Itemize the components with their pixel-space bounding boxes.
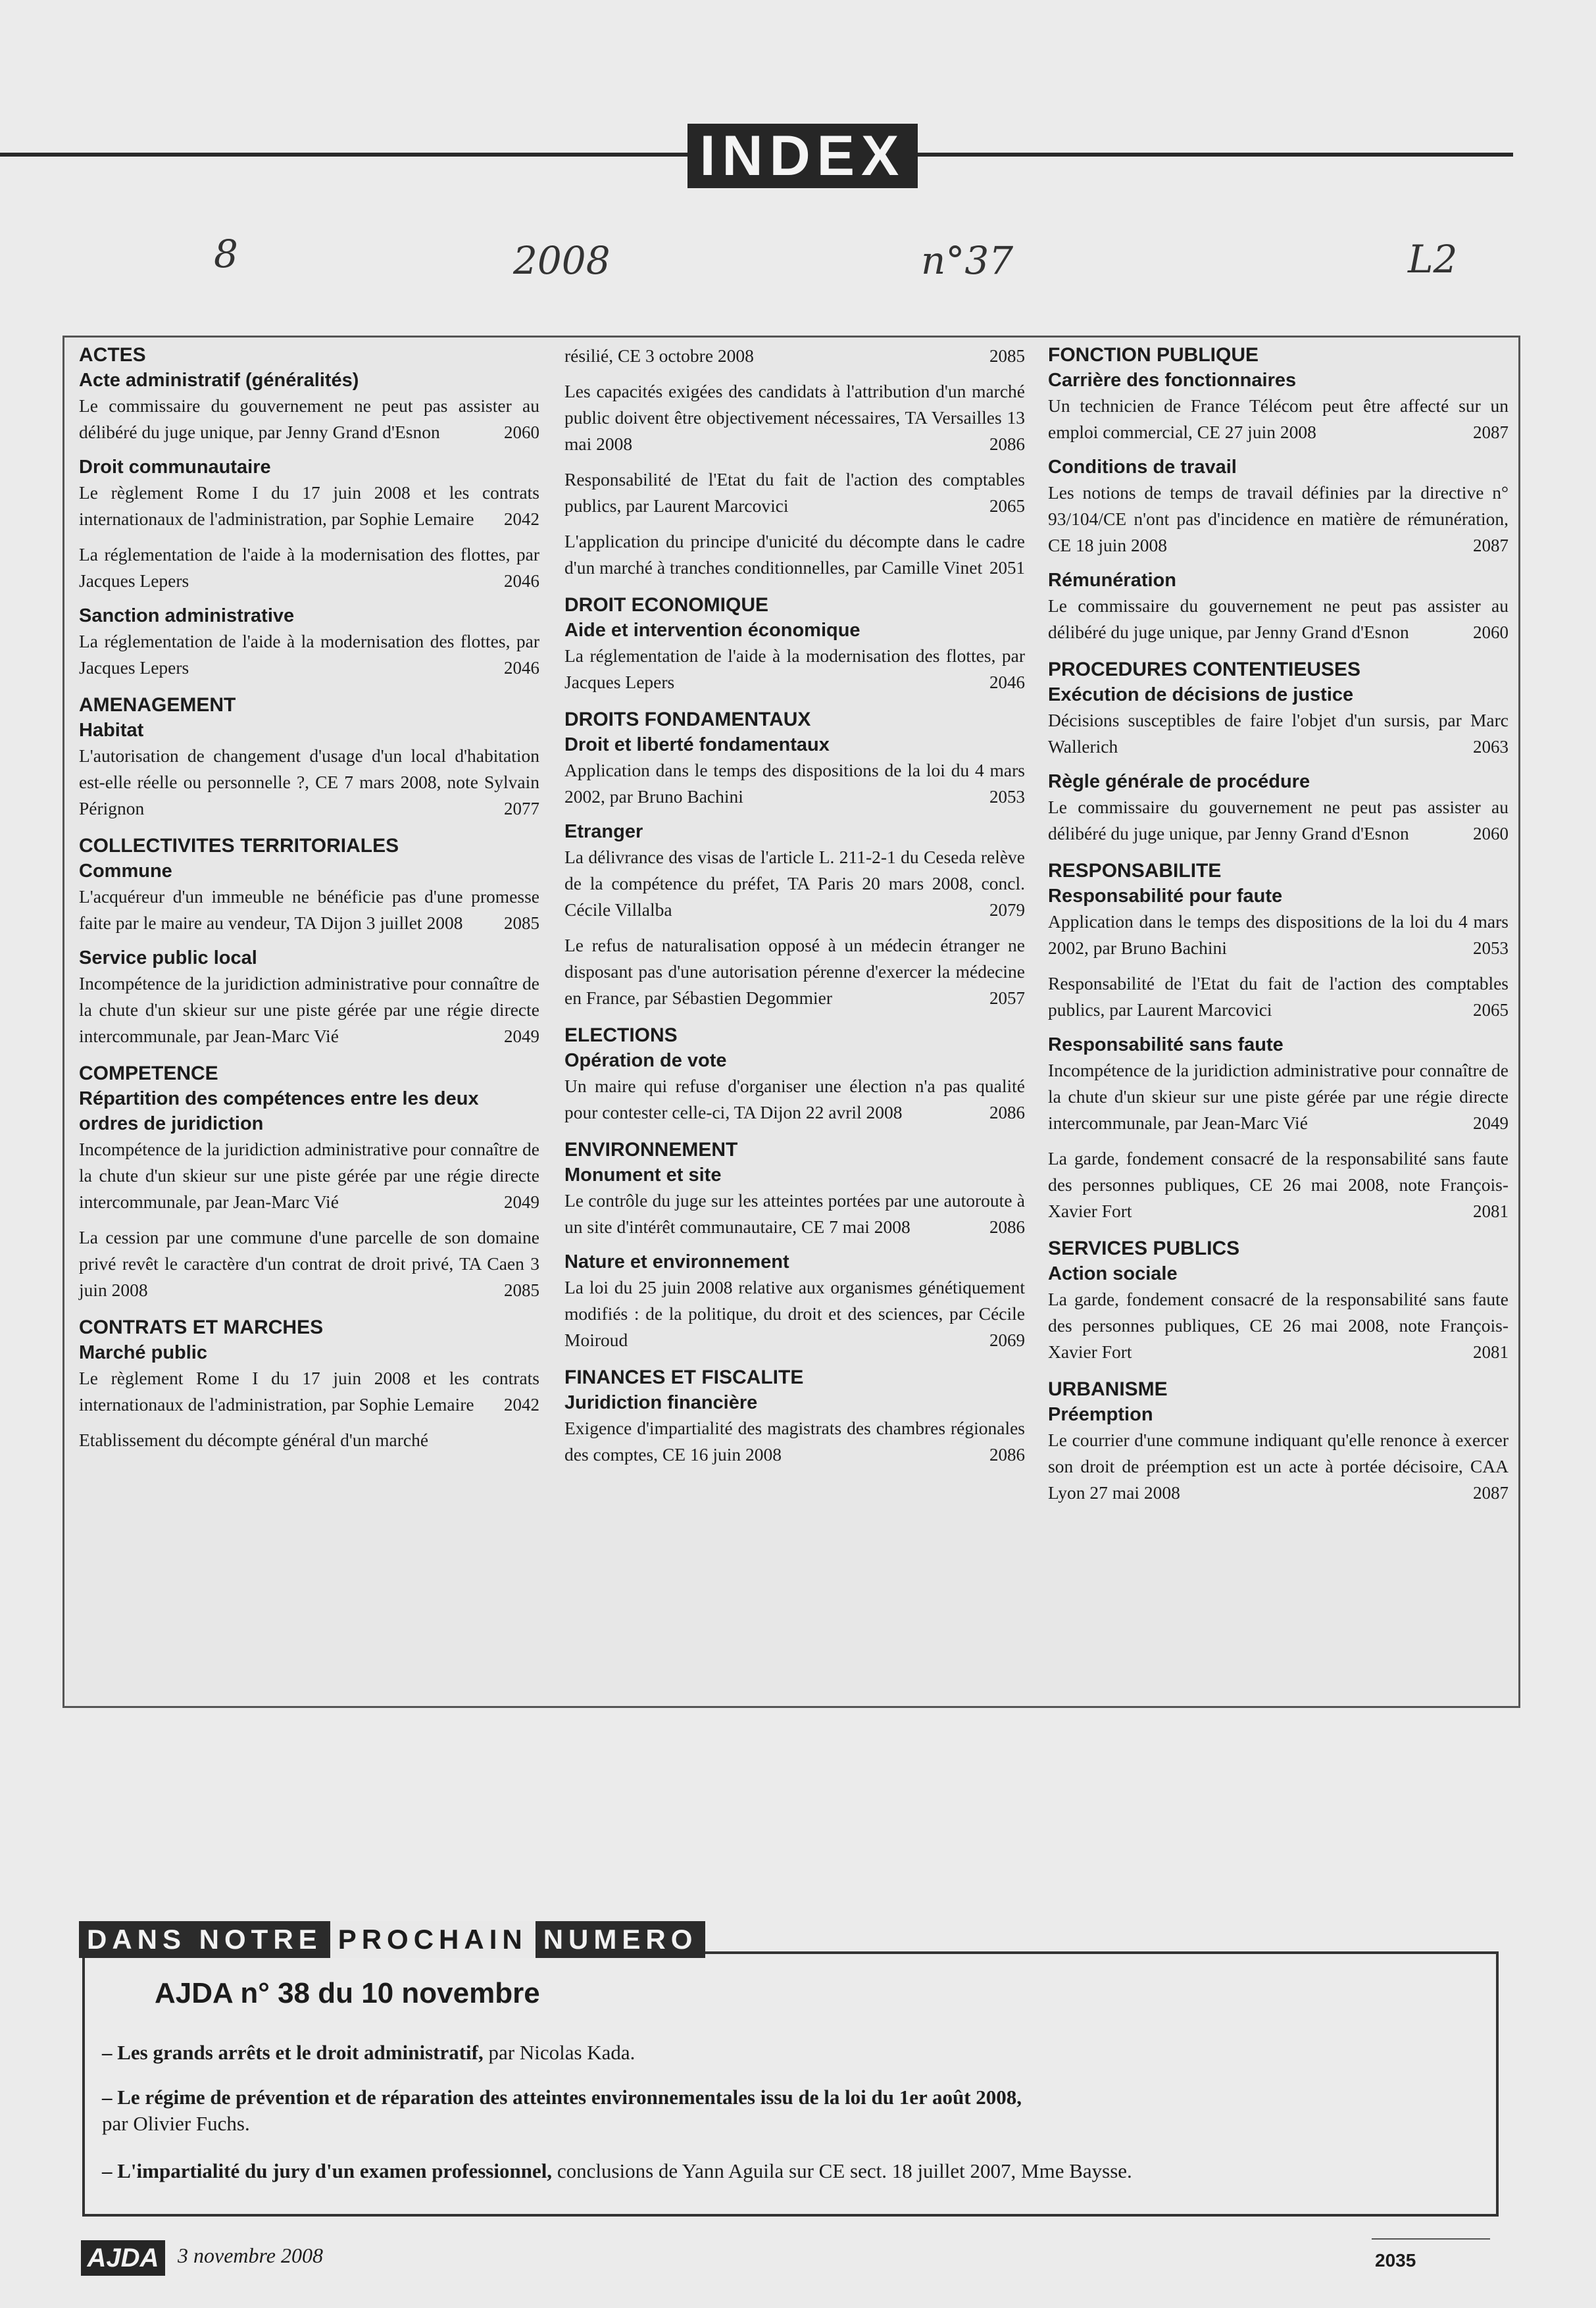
banner-part-3: NUMERO [536, 1921, 706, 1958]
next-issue-item [102, 2084, 1470, 2137]
index-subcategory: Exécution de décisions de justice [1048, 684, 1354, 705]
index-entry [1048, 909, 1509, 961]
index-subcategory: Etranger [564, 821, 643, 842]
index-entry [564, 343, 1025, 369]
entry-page-number: 2053 [989, 787, 1025, 807]
entry-text: Le commissaire du gouvernement ne peut pas assister au délibéré du juge unique, par Jenny Grand d'Esnon [79, 395, 539, 442]
entry-text: Responsabilité de l'Etat du fait de l'action des comptables publics, par Laurent Marcovici [564, 469, 1025, 516]
entry-text: Responsabilité de l'Etat du fait de l'action des comptables publics, par Laurent Marcovici [1048, 973, 1509, 1020]
entry-page-number: 2065 [1473, 1000, 1509, 1020]
entry-text: Le règlement Rome I du 17 juin 2008 et les contrats internationaux de l'administration, par Sophie Lemaire [79, 482, 539, 529]
item-author: par Nicolas Kada. [483, 2041, 636, 2064]
index-subcategory: Habitat [79, 720, 144, 741]
entry-page-number: 2046 [504, 658, 539, 678]
entry-text: La réglementation de l'aide à la modernisation des flottes, par Jacques Lepers [79, 544, 539, 591]
entry-text: L'acquéreur d'un immeuble ne bénéficie pas d'une promesse faite par le maire au vendeur, TA Dijon 3 juillet 2008 [79, 886, 539, 933]
entry-text: Incompétence de la juridiction administrative pour connaître de la chute d'un skieur sur une piste gérée par une régie directe intercommunale, par Jean-Marc Vié [79, 973, 539, 1046]
entry-page-number: 2046 [504, 571, 539, 591]
entry-page-number: 2046 [989, 672, 1025, 692]
entry-page-number: 2065 [989, 496, 1025, 516]
index-entry [564, 932, 1025, 1011]
banner-part-1: DANS NOTRE [79, 1921, 330, 1958]
entry-page-number: 2060 [1473, 622, 1509, 642]
index-entry [564, 1073, 1025, 1126]
entry-page-number: 2049 [1473, 1113, 1509, 1133]
entry-text: L'autorisation de changement d'usage d'un local d'habitation est-elle réelle ou personnelle ?, CE 7 mars 2008, note Sylvain Pérignon [79, 745, 539, 818]
index-subcategory: Répartition des compétences entre les deux ordres de juridiction [79, 1088, 479, 1134]
handwritten-note-d: L2 [1408, 237, 1458, 282]
index-entry [564, 1188, 1025, 1240]
entry-text: La cession par une commune d'une parcelle de son domaine privé revêt le caractère d'un contrat de droit privé, TA Caen 3 juin 2008 [79, 1227, 539, 1300]
index-category: AMENAGEMENT [79, 694, 236, 716]
index-entry [564, 528, 1025, 581]
index-category: RESPONSABILITE [1048, 860, 1222, 882]
index-entry [1048, 707, 1509, 760]
index-entry [1048, 1057, 1509, 1136]
entry-text: Les notions de temps de travail définies par la directive n° 93/104/CE n'ont pas d'incidence en matière de rémunération, CE 18 juin 2008 [1048, 482, 1509, 555]
index-entry [1048, 593, 1509, 645]
index-subcategory: Juridiction financière [564, 1392, 758, 1413]
entry-page-number: 2085 [504, 1280, 539, 1300]
entry-page-number: 2086 [989, 1217, 1025, 1237]
index-category: DROITS FONDAMENTAUX [564, 709, 811, 730]
entry-text: Application dans le temps des dispositions de la loi du 4 mars 2002, par Bruno Bachini [564, 760, 1025, 807]
entry-text: résilié, CE 3 octobre 2008 [564, 345, 754, 366]
index-column-2 [564, 338, 1025, 1477]
handwritten-note-b: 2008 [513, 238, 611, 283]
index-entry [79, 743, 539, 822]
entry-page-number: 2042 [504, 509, 539, 529]
entry-page-number: 2057 [989, 988, 1025, 1008]
next-issue-item [102, 2040, 1470, 2066]
index-entry [79, 884, 539, 936]
entry-text: La loi du 25 juin 2008 relative aux organismes génétiquement modifiés : de la politique, du droit et des sciences, par Cécile Moiroud [564, 1277, 1025, 1350]
banner-part-2: PROCHAIN [330, 1921, 536, 1958]
index-subcategory: Droit communautaire [79, 457, 271, 478]
issue-date: 3 novembre 2008 [178, 2244, 323, 2267]
entry-text: Les capacités exigées des candidats à l'attribution d'un marché public doivent être objectivement nécessaires, TA Versailles 13 mai 2008 [564, 381, 1025, 454]
entry-text: Le commissaire du gouvernement ne peut pas assister au délibéré du juge unique, par Jenny Grand d'Esnon [1048, 595, 1509, 642]
entry-text: La réglementation de l'aide à la modernisation des flottes, par Jacques Lepers [564, 645, 1025, 692]
entry-page-number: 2087 [1473, 536, 1509, 555]
item-author: conclusions de Yann Aguila sur CE sect. 18 juillet 2007, Mme Baysse. [552, 2159, 1132, 2182]
item-title: – Les grands arrêts et le droit administratif, [102, 2041, 484, 2064]
index-entry [79, 1427, 539, 1453]
index-category: SERVICES PUBLICS [1048, 1238, 1240, 1259]
index-category: COLLECTIVITES TERRITORIALES [79, 835, 399, 857]
entry-text: Le commissaire du gouvernement ne peut pas assister au délibéré du juge unique, par Jenny Grand d'Esnon [1048, 797, 1509, 843]
index-subcategory: Règle générale de procédure [1048, 771, 1310, 792]
entry-page-number: 2077 [504, 799, 539, 818]
index-subcategory: Service public local [79, 947, 257, 968]
index-category: ACTES [79, 344, 146, 366]
handwritten-note-a: 8 [214, 232, 238, 276]
entry-page-number: 2081 [1473, 1342, 1509, 1362]
entry-text: La délivrance des visas de l'article L. 211-2-1 du Ceseda relève de la compétence du préfet, TA Paris 20 mars 2008, concl. Cécile Villalba [564, 847, 1025, 920]
entry-page-number: 2087 [1473, 1483, 1509, 1503]
entry-page-number: 2085 [504, 913, 539, 933]
entry-page-number: 2079 [989, 900, 1025, 920]
entry-page-number: 2042 [504, 1395, 539, 1415]
next-issue-item [102, 2158, 1470, 2184]
index-category: ELECTIONS [564, 1024, 678, 1046]
entry-page-number: 2060 [1473, 824, 1509, 843]
index-box [62, 336, 1520, 1708]
entry-page-number: 2086 [989, 434, 1025, 454]
entry-text: Etablissement du décompte général d'un marché [79, 1430, 429, 1450]
index-category: DROIT ECONOMIQUE [564, 594, 769, 616]
index-subcategory: Opération de vote [564, 1050, 727, 1071]
index-subcategory: Commune [79, 861, 172, 882]
handwritten-note-c: n°37 [921, 238, 1014, 283]
entry-text: Incompétence de la juridiction administrative pour connaître de la chute d'un skieur sur une piste gérée par une régie directe intercommunale, par Jean-Marc Vié [1048, 1060, 1509, 1133]
index-column-1 [79, 338, 539, 1463]
index-subcategory: Monument et site [564, 1165, 722, 1186]
entry-text: Le refus de naturalisation opposé à un médecin étranger ne disposant pas d'une autorisation pérenne d'exercer la médecine en France, par Sébastien Degommier [564, 935, 1025, 1008]
index-entry [79, 1224, 539, 1303]
index-subcategory: Responsabilité pour faute [1048, 886, 1283, 907]
index-entry [79, 1136, 539, 1215]
entry-text: L'application du principe d'unicité du décompte dans le cadre d'un marché à tranches conditionnelles, par Camille Vinet [564, 531, 1025, 578]
index-entry [564, 844, 1025, 923]
entry-text: Le règlement Rome I du 17 juin 2008 et les contrats internationaux de l'administration, par Sophie Lemaire [79, 1368, 539, 1415]
index-entry [1048, 794, 1509, 847]
entry-text: Application dans le temps des dispositions de la loi du 4 mars 2002, par Bruno Bachini [1048, 911, 1509, 958]
next-issue-title: AJDA n° 38 du 10 novembre [155, 1977, 540, 2009]
index-entry [564, 1274, 1025, 1353]
index-entry [564, 1415, 1025, 1468]
index-subcategory: Nature et environnement [564, 1251, 789, 1272]
entry-text: Un technicien de France Télécom peut être affecté sur un emploi commercial, CE 27 juin 2008 [1048, 395, 1509, 442]
entry-page-number: 2049 [504, 1026, 539, 1046]
entry-page-number: 2060 [504, 422, 539, 442]
next-issue-banner [79, 1921, 705, 1958]
entry-text: Un maire qui refuse d'organiser une élection n'a pas qualité pour contester celle-ci, TA Dijon 22 avril 2008 [564, 1076, 1025, 1122]
index-entry [564, 466, 1025, 519]
index-entry [1048, 393, 1509, 445]
index-subcategory: Conditions de travail [1048, 457, 1237, 478]
index-category: COMPETENCE [79, 1063, 218, 1084]
entry-text: Le contrôle du juge sur les atteintes portées par une autoroute à un site d'intérêt communautaire, CE 7 mai 2008 [564, 1190, 1025, 1237]
entry-page-number: 2085 [989, 346, 1025, 366]
page-title: INDEX [687, 124, 918, 188]
index-entry [564, 757, 1025, 810]
item-title: – L'impartialité du jury d'un examen professionnel, [102, 2159, 553, 2182]
index-entry [1048, 480, 1509, 559]
entry-page-number: 2069 [989, 1330, 1025, 1350]
index-entry [79, 1365, 539, 1418]
index-entry [564, 643, 1025, 695]
entry-page-number: 2087 [1473, 422, 1509, 442]
index-subcategory: Carrière des fonctionnaires [1048, 370, 1297, 391]
index-category: CONTRATS ET MARCHES [79, 1317, 324, 1338]
index-entry [79, 628, 539, 681]
index-subcategory: Acte administratif (généralités) [79, 370, 359, 391]
index-category: FONCTION PUBLIQUE [1048, 344, 1259, 366]
item-author: par Olivier Fuchs. [102, 2112, 250, 2135]
entry-page-number: 2081 [1473, 1201, 1509, 1221]
index-entry [79, 393, 539, 445]
index-category: PROCEDURES CONTENTIEUSES [1048, 659, 1361, 680]
page-number: 2035 [1375, 2250, 1416, 2270]
index-subcategory: Droit et liberté fondamentaux [564, 734, 830, 755]
index-entry [79, 970, 539, 1049]
index-entry [1048, 1145, 1509, 1224]
entry-page-number: 2049 [504, 1192, 539, 1212]
entry-text: Décisions susceptibles de faire l'objet d'un sursis, par Marc Wallerich [1048, 710, 1509, 757]
index-entry [79, 541, 539, 594]
entry-page-number: 2086 [989, 1445, 1025, 1465]
entry-page-number: 2063 [1473, 737, 1509, 757]
index-category: ENVIRONNEMENT [564, 1139, 738, 1161]
entry-text: Exigence d'impartialité des magistrats des chambres régionales des comptes, CE 16 juin 2008 [564, 1418, 1025, 1465]
entry-text: La garde, fondement consacré de la responsabilité sans faute des personnes publiques, CE 26 mai 2008, note François-Xavier Fort [1048, 1148, 1509, 1221]
index-subcategory: Action sociale [1048, 1263, 1178, 1284]
index-category: FINANCES ET FISCALITE [564, 1367, 804, 1388]
index-subcategory: Marché public [79, 1342, 207, 1363]
index-subcategory: Sanction administrative [79, 605, 295, 626]
index-subcategory: Préemption [1048, 1404, 1153, 1425]
ajda-logo: AJDA [81, 2240, 165, 2276]
index-entry [1048, 1427, 1509, 1506]
entry-page-number: 2086 [989, 1103, 1025, 1122]
index-entry [1048, 970, 1509, 1023]
index-column-3 [1048, 338, 1509, 1515]
entry-text: La réglementation de l'aide à la modernisation des flottes, par Jacques Lepers [79, 631, 539, 678]
page-number-rule [1372, 2238, 1490, 2240]
index-entry [79, 480, 539, 532]
index-subcategory: Responsabilité sans faute [1048, 1034, 1284, 1055]
entry-page-number: 2051 [989, 558, 1025, 578]
index-category: URBANISME [1048, 1378, 1168, 1400]
entry-text: La garde, fondement consacré de la responsabilité sans faute des personnes publiques, CE 26 mai 2008, note François-Xavier Fort [1048, 1289, 1509, 1362]
index-entry [1048, 1286, 1509, 1365]
entry-page-number: 2053 [1473, 938, 1509, 958]
item-title: – Le régime de prévention et de réparation des atteintes environnementales issu de la loi du 1er août 2008, [102, 2086, 1022, 2109]
index-entry [564, 378, 1025, 457]
entry-text: Incompétence de la juridiction administrative pour connaître de la chute d'un skieur sur une piste gérée par une régie directe intercommunale, par Jean-Marc Vié [79, 1139, 539, 1212]
entry-text: Le courrier d'une commune indiquant qu'elle renonce à exercer son droit de préemption est un acte à portée décisoire, CAA Lyon 27 mai 2008 [1048, 1430, 1509, 1503]
index-subcategory: Rémunération [1048, 570, 1176, 591]
index-subcategory: Aide et intervention économique [564, 620, 860, 641]
